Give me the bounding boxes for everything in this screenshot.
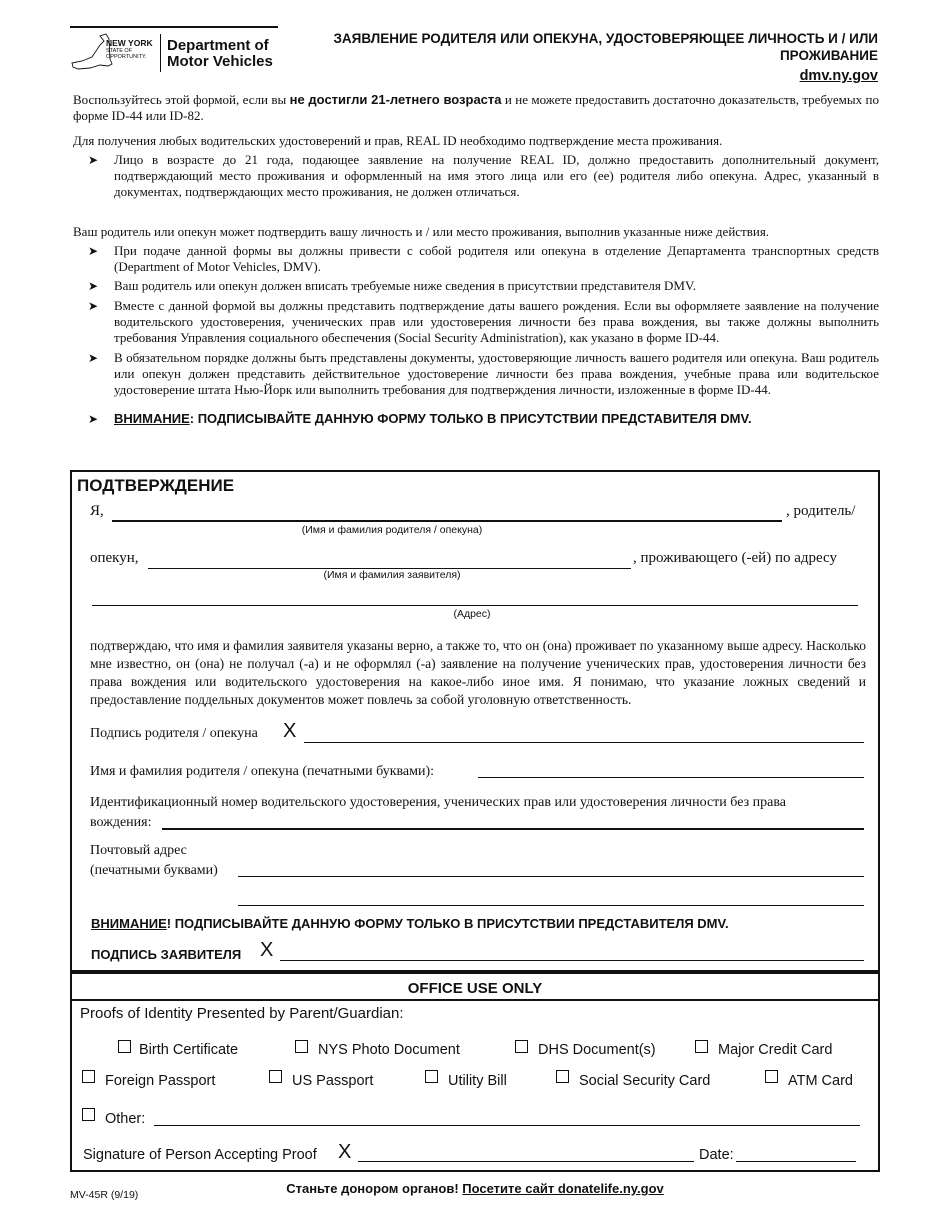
- id-number-label-2: вождения:: [90, 815, 152, 830]
- intro-paragraph-3: Ваш родитель или опекун может подтвердить вашу личность и / или место проживания, выполнив указанные ниже действия.: [73, 224, 770, 239]
- date-label: Date:: [699, 1147, 734, 1163]
- confirmation-warning-underlined: ВНИМАНИЕ: [91, 916, 167, 931]
- arrow-icon: ➤: [88, 153, 99, 167]
- office-heading-rule: [72, 999, 878, 1001]
- date-field[interactable]: [736, 1161, 856, 1162]
- parent-signature-label: Подпись родителя / опекуна: [90, 726, 258, 741]
- parent-name-caption: (Имя и фамилия родителя / опекуна): [301, 524, 483, 536]
- form-id: MV-45R (9/19): [70, 1189, 139, 1201]
- donor-link[interactable]: Посетите сайт donatelife.ny.gov: [462, 1181, 664, 1196]
- nys-photo-document-label: NYS Photo Document: [318, 1042, 460, 1058]
- dmv-logo-text: [167, 38, 273, 70]
- us-passport-label: US Passport: [292, 1073, 374, 1089]
- checkbox-social-security-card[interactable]: [556, 1070, 569, 1083]
- bullet-text: Ваш родитель или опекун должен вписать требуемые ниже сведения в присутствии представителя DMV.: [114, 278, 696, 293]
- bullet-text: При подаче данной формы вы должны привести с собой родителя или опекуна в отделение Департамента транспортных средств (Department of Motor Vehicles, DMV).: [114, 243, 879, 274]
- accept-x-mark: X: [338, 1141, 352, 1163]
- checkbox-utility-bill[interactable]: [425, 1070, 438, 1083]
- printed-name-field[interactable]: [478, 777, 864, 778]
- dept-line2: Motor Vehicles: [167, 53, 273, 70]
- bullet-bring-parent: [88, 243, 879, 275]
- office-use-section: [70, 972, 880, 1172]
- i-label: Я,: [90, 503, 104, 519]
- arrow-icon: ➤: [88, 351, 99, 365]
- applicant-x-mark: X: [260, 939, 274, 961]
- utility-bill-label: Utility Bill: [448, 1073, 507, 1089]
- checkbox-atm-card[interactable]: [765, 1070, 778, 1083]
- arrow-icon: ➤: [88, 299, 99, 313]
- arrow-icon: ➤: [88, 244, 99, 258]
- bullet-fill-in-presence: [88, 278, 879, 294]
- applicant-signature-field[interactable]: [280, 960, 864, 961]
- office-heading: OFFICE USE ONLY: [407, 980, 543, 997]
- form-title-line2: ПРОЖИВАНИЕ: [779, 48, 878, 63]
- bullet-birth-proof: [88, 298, 879, 346]
- parent-signature-field[interactable]: [304, 742, 864, 743]
- mail-address-field-2[interactable]: [238, 905, 864, 906]
- bullet-warning: [88, 411, 879, 427]
- intro-p1-after: и не можете предоставить достаточно доказательств, требуемых по форме ID-44 или ID-82.: [73, 92, 879, 123]
- guardian-label: опекун,: [90, 550, 139, 566]
- ny-state-logo-text: [106, 39, 153, 60]
- form-title: [278, 30, 878, 64]
- parent-name-field[interactable]: [112, 520, 782, 522]
- printed-name-label: Имя и фамилия родителя / опекуна (печатными буквами):: [90, 764, 435, 779]
- bullet-real-id: [88, 152, 879, 200]
- accept-signature-field[interactable]: [358, 1161, 694, 1162]
- bullet-parent-id: [88, 350, 879, 398]
- bullet-text: В обязательном порядке должны быть представлены документы, удостоверяющие личность вашего родителя или опекуна. Ваш родитель или опекун должен представить действительное удостоверение личности без права вождения, учебные права или водительское удостоверение штата Нью-Йорк или выполнить требования для подтверждения личности, изложенные в форме ID-44.: [114, 350, 879, 397]
- signature-x-mark: X: [283, 720, 297, 742]
- ny-line1: NEW YORK: [106, 38, 153, 48]
- arrow-icon: ➤: [88, 412, 99, 426]
- donor-text: Станьте донором органов!: [286, 1181, 463, 1196]
- dhs-documents-label: DHS Document(s): [538, 1042, 656, 1058]
- logo-divider: [160, 34, 161, 72]
- warning-rest: : ПОДПИСЫВАЙТЕ ДАННУЮ ФОРМУ ТОЛЬКО В ПРИСУТСТВИИ ПРЕДСТАВИТЕЛЯ DMV.: [189, 411, 752, 426]
- ny-line3: OPPORTUNITY.: [106, 54, 147, 60]
- checkbox-major-credit-card[interactable]: [695, 1040, 708, 1053]
- confirmation-statement: подтверждаю, что имя и фамилия заявителя указаны верно, а также то, что он (она) проживает по указанному выше адресу. Насколько мне известно, он (она) не получал (-а) и не оформлял (-а) заявление на получение ученических прав, удостоверения личности без права вождения или водительского удостоверения на какое-либо иное имя. Я понимаю, что указание ложных сведений и предоставление поддельных документов может повлечь за собой уголовную ответственность.: [90, 638, 866, 707]
- birth-certificate-label: Birth Certificate: [139, 1042, 239, 1058]
- intro-paragraph-1: [73, 92, 879, 124]
- other-label: Other:: [105, 1111, 146, 1127]
- checkbox-dhs-documents[interactable]: [515, 1040, 528, 1053]
- intro-p1-bold: не достигли 21-летнего возраста: [289, 92, 502, 107]
- major-credit-card-label: Major Credit Card: [718, 1042, 833, 1058]
- header-rule: [70, 26, 278, 28]
- mail-address-label: Почтовый адрес: [90, 843, 187, 858]
- bullet-text: Вместе с данной формой вы должны представить подтверждение даты вашего рождения. Если вы оформляете заявление на получение водительского удостоверения, ученических прав или удостоверения личности без права вождения, вы также должны выполнить требования Управления социального обеспечения (Social Security Administration), как указано в форме ID-44.: [114, 298, 879, 345]
- donor-message: [0, 1181, 950, 1196]
- mail-address-label-2: (печатными буквами): [90, 863, 218, 878]
- mail-address-field-1[interactable]: [238, 876, 864, 877]
- confirmation-warning-rest: ! ПОДПИСЫВАЙТЕ ДАННУЮ ФОРМУ ТОЛЬКО В ПРИСУТСТВИИ ПРЕДСТАВИТЕЛЯ DMV.: [166, 916, 729, 931]
- confirmation-heading: ПОДТВЕРЖДЕНИЕ: [77, 476, 235, 495]
- accept-signature-label: Signature of Person Accepting Proof: [83, 1147, 317, 1163]
- checkbox-birth-certificate[interactable]: [118, 1040, 131, 1053]
- confirmation-warning: [91, 916, 729, 931]
- dept-line1: Department of: [167, 37, 269, 54]
- applicant-name-caption: (Имя и фамилия заявителя): [323, 569, 461, 581]
- warning-underlined: ВНИМАНИЕ: [114, 411, 190, 426]
- address-caption: (Адрес): [453, 608, 491, 620]
- confirmation-section: [70, 470, 880, 972]
- applicant-signature-label: ПОДПИСЬ ЗАЯВИТЕЛЯ: [91, 947, 242, 962]
- checkbox-us-passport[interactable]: [269, 1070, 282, 1083]
- arrow-icon: ➤: [88, 279, 99, 293]
- parent-suffix: , родитель/: [786, 503, 856, 519]
- residing-suffix: , проживающего (-ей) по адресу: [633, 550, 838, 566]
- id-number-label: Идентификационный номер водительского удостоверения, ученических прав или удостоверения личности без права: [90, 795, 786, 810]
- warning-text: [114, 411, 879, 427]
- bullet-text: Лицо в возрасте до 21 года, подающее заявление на получение REAL ID, должно предоставить дополнительный документ, подтверждающий место проживания и оформленный на имя этого лица или его (ее) родителя либо опекуна. Адрес, указанный в документах, подтверждающих место проживания, не должен отличаться.: [114, 152, 879, 199]
- intro-paragraph-2: Для получения любых водительских удостоверений и прав, REAL ID необходимо подтверждение места проживания.: [73, 133, 723, 148]
- ny-line2: STATE OF: [106, 48, 133, 54]
- checkbox-other[interactable]: [82, 1108, 95, 1121]
- foreign-passport-label: Foreign Passport: [105, 1073, 216, 1089]
- address-field[interactable]: [92, 605, 858, 606]
- website-link[interactable]: dmv.ny.gov: [799, 68, 878, 84]
- checkbox-foreign-passport[interactable]: [82, 1070, 95, 1083]
- other-field[interactable]: [154, 1125, 860, 1126]
- id-number-field[interactable]: [162, 828, 864, 830]
- intro-p1-before: Воспользуйтесь этой формой, если вы: [73, 92, 290, 107]
- checkbox-nys-photo-document[interactable]: [295, 1040, 308, 1053]
- form-title-line1: ЗАЯВЛЕНИЕ РОДИТЕЛЯ ИЛИ ОПЕКУНА, УДОСТОВЕРЯЮЩЕЕ ЛИЧНОСТЬ И / ИЛИ: [333, 31, 878, 46]
- atm-card-label: ATM Card: [788, 1073, 853, 1089]
- proofs-label: Proofs of Identity Presented by Parent/Guardian:: [80, 1005, 404, 1022]
- social-security-card-label: Social Security Card: [579, 1073, 711, 1089]
